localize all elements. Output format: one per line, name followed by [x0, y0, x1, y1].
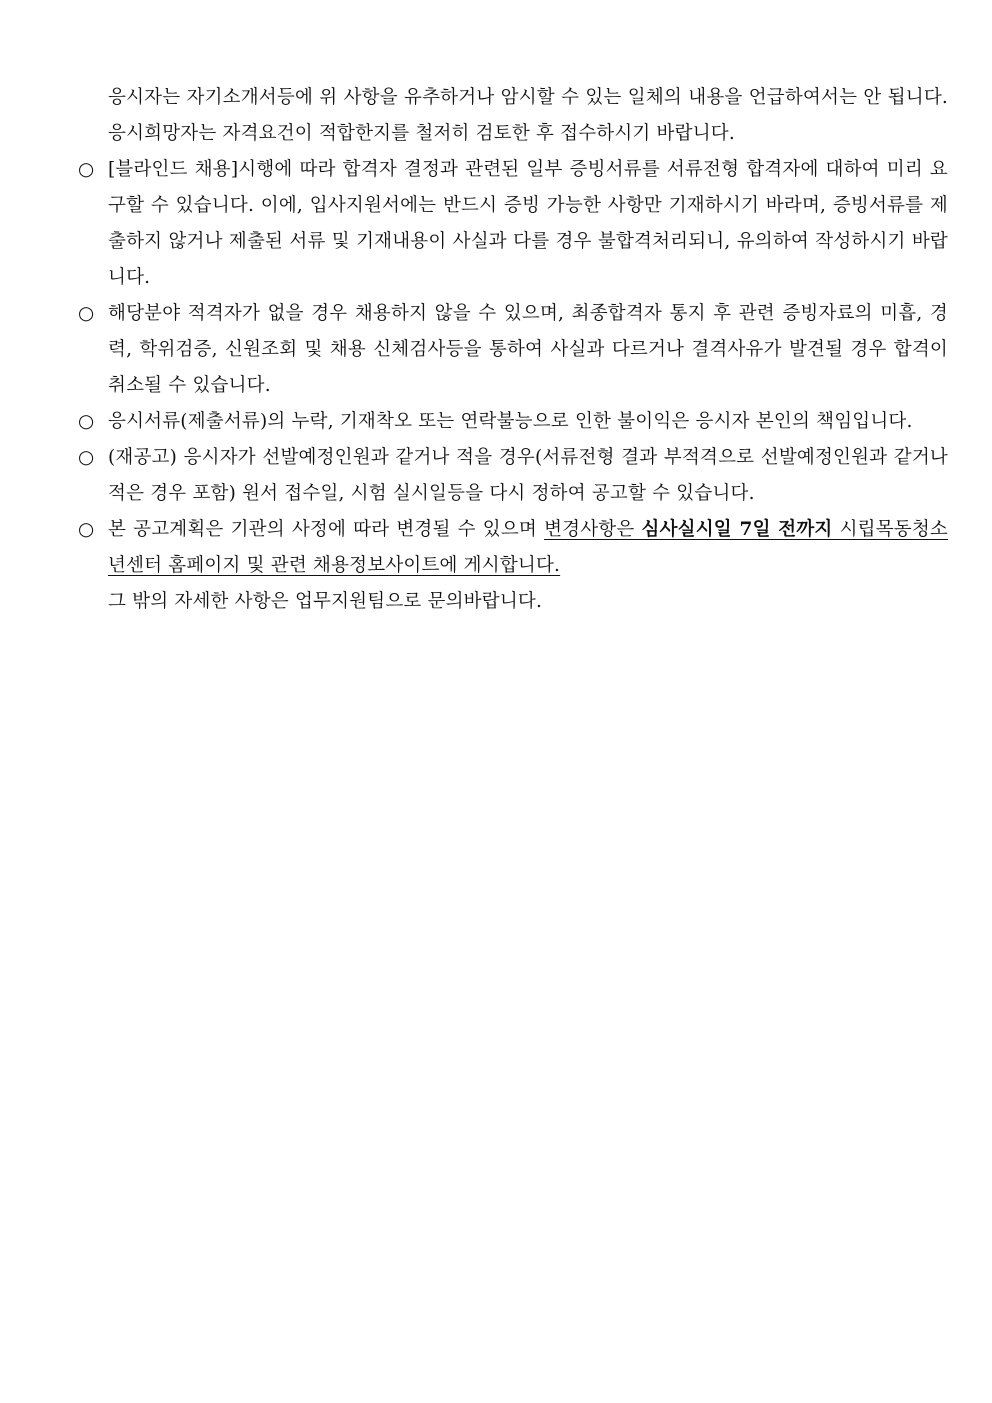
underlined-lead: 변경사항은 [544, 519, 642, 540]
paragraph-text: 응시자는 자기소개서등에 위 사항을 유추하거나 암시할 수 있는 일체의 내용을 언급하여서는 안 됩니다. 응시희망자는 자격요건이 적합한지를 철저히 검토한 후 접수하시기 바랍니다. [108, 87, 948, 144]
paragraph-text: 본 공고계획은 기관의 사정에 따라 변경될 수 있으며 [108, 519, 545, 540]
paragraph-text: 해당분야 적격자가 없을 경우 채용하지 않을 수 있으며, 최종합격자 통지 후 관련 증빙자료의 미흡, 경력, 학위검증, 신원조회 및 채용 신체검사등을 통하여 사실과 다르거나 결격사유가 발견될 경우 합격이 취소될 수 있습니다. [108, 303, 948, 396]
continuation-paragraph [78, 80, 948, 152]
notice-list [78, 80, 948, 620]
list-item [78, 440, 948, 512]
closing-paragraph [78, 584, 948, 620]
circle-bullet-icon: ○ [78, 159, 95, 180]
paragraph-text: 그 밖의 자세한 사항은 업무지원팀으로 문의바랍니다. [108, 591, 543, 612]
circle-bullet-icon: ○ [78, 411, 95, 432]
paragraph-text: 응시서류(제출서류)의 누락, 기재착오 또는 연락불능으로 인한 불이익은 응시자 본인의 책임입니다. [108, 411, 913, 432]
paragraph-text: [블라인드 채용]시행에 따라 합격자 결정과 관련된 일부 증빙서류를 서류전형 합격자에 대하여 미리 요구할 수 있습니다. 이에, 입사지원서에는 반드시 증빙 가능한 사항만 기재하시기 바라며, 증빙서류를 제출하지 않거나 제출된 서류 및 기재내용이 사실과 다를 경우 불합격처리되니, 유의하여 작성하시기 바랍니다. [108, 159, 948, 288]
bold-deadline-text: 심사실시일 7일 전까지 [641, 519, 833, 540]
list-item [78, 404, 948, 440]
circle-bullet-icon: ○ [78, 303, 95, 324]
list-item [78, 512, 948, 584]
paragraph-text: (재공고) 응시자가 선발예정인원과 같거나 적을 경우(서류전형 결과 부적격으로 선발예정인원과 같거나 적은 경우 포함) 원서 접수일, 시험 실시일등을 다시 정하여 공고할 수 있습니다. [108, 447, 948, 504]
circle-bullet-icon: ○ [78, 447, 95, 468]
underlined-tail: 시립목동청소년센터 홈페이지 및 관련 채용정보사이트에 게시합니다. [108, 519, 948, 576]
list-item [78, 296, 948, 404]
list-item [78, 152, 948, 296]
circle-bullet-icon: ○ [78, 519, 95, 540]
